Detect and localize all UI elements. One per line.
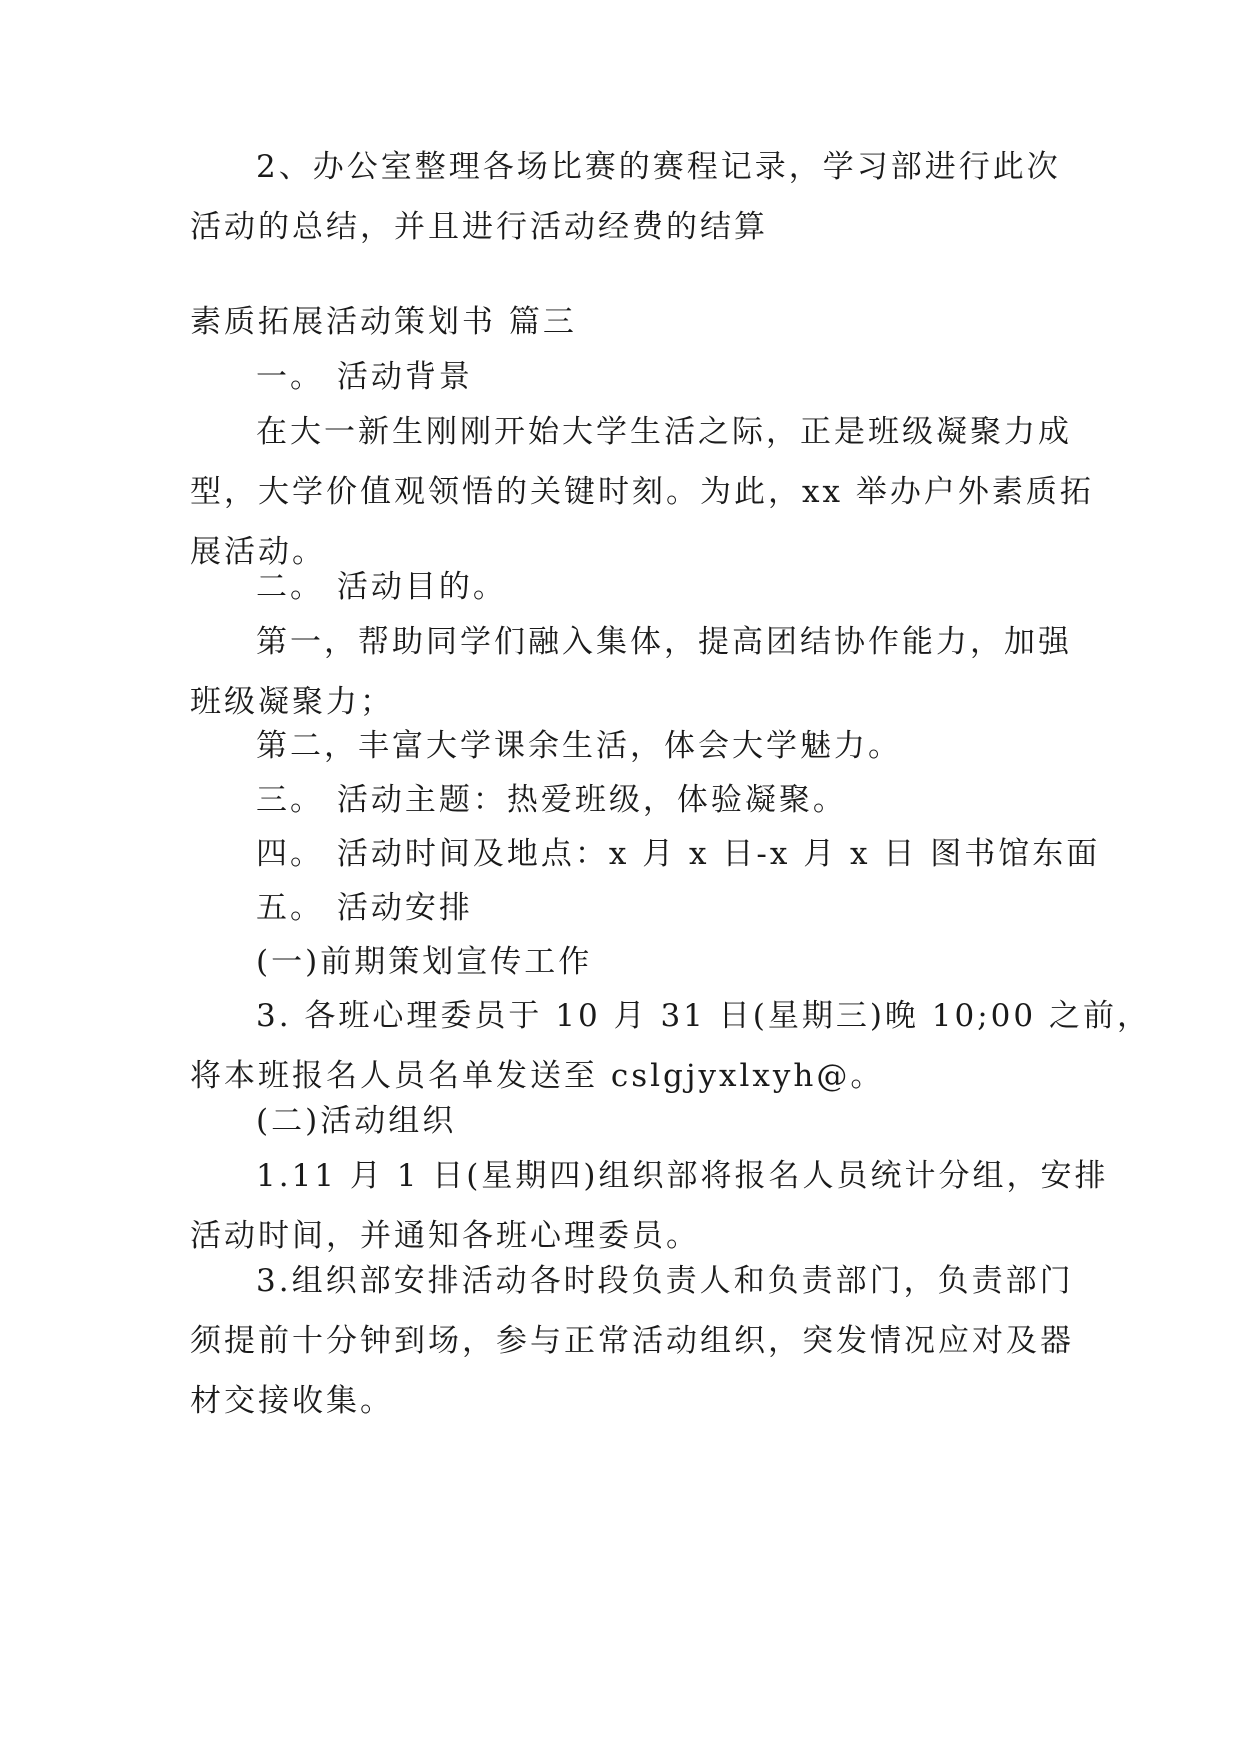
intro-line-1: 2、办公室整理各场比赛的赛程记录，学习部进行此次 bbox=[256, 149, 1061, 185]
purpose-1-line-2: 班级凝聚力； bbox=[190, 684, 394, 720]
item-3-planning bbox=[190, 986, 1151, 1106]
heading-purpose: 二。 活动目的。 bbox=[256, 569, 507, 605]
background-line-2: 型，大学价值观领悟的关键时刻。为此，xx 举办户外素质拓 bbox=[190, 474, 1094, 510]
item-3b-line-3: 材交接收集。 bbox=[190, 1383, 394, 1419]
background-line-3: 展活动。 bbox=[190, 534, 326, 570]
item-1-line-1: 1.11 月 1 日(星期四)组织部将报名人员统计分组，安排 bbox=[256, 1158, 1109, 1194]
purpose-paragraph-2: 第二，丰富大学课余生活，体会大学魅力。 bbox=[256, 728, 902, 764]
item-3a-line-2: 将本班报名人员名单发送至 cslgjyxlxyh@。 bbox=[190, 1058, 885, 1094]
item-3-organization bbox=[190, 1251, 1074, 1431]
item-1-line-2: 活动时间，并通知各班心理委员。 bbox=[190, 1218, 700, 1254]
section-title: 素质拓展活动策划书 篇三 bbox=[190, 304, 577, 340]
item-3a-line-1: 3. 各班心理委员于 10 月 31 日(星期三)晚 10;00 之前， bbox=[256, 998, 1151, 1034]
background-paragraph bbox=[190, 402, 1094, 582]
item-1-organization bbox=[190, 1146, 1109, 1266]
purpose-1-line-1: 第一，帮助同学们融入集体，提高团结协作能力，加强 bbox=[256, 624, 1072, 660]
heading-arrangement: 五。 活动安排 bbox=[256, 890, 473, 926]
heading-time-place: 四。 活动时间及地点：x 月 x 日-x 月 x 日 图书馆东面 bbox=[256, 836, 1101, 872]
subheading-planning: (一)前期策划宣传工作 bbox=[256, 944, 593, 980]
subheading-organization: (二)活动组织 bbox=[256, 1103, 457, 1139]
purpose-paragraph-1 bbox=[190, 612, 1072, 732]
heading-background: 一。 活动背景 bbox=[256, 359, 473, 395]
heading-theme: 三。 活动主题：热爱班级，体验凝聚。 bbox=[256, 782, 847, 818]
item-3b-line-2: 须提前十分钟到场，参与正常活动组织，突发情况应对及器 bbox=[190, 1323, 1074, 1359]
background-line-1: 在大一新生刚刚开始大学生活之际，正是班级凝聚力成 bbox=[256, 414, 1072, 450]
intro-line-2: 活动的总结，并且进行活动经费的结算 bbox=[190, 209, 768, 245]
item-3b-line-1: 3.组织部安排活动各时段负责人和负责部门，负责部门 bbox=[256, 1263, 1074, 1299]
intro-paragraph bbox=[190, 137, 1061, 257]
